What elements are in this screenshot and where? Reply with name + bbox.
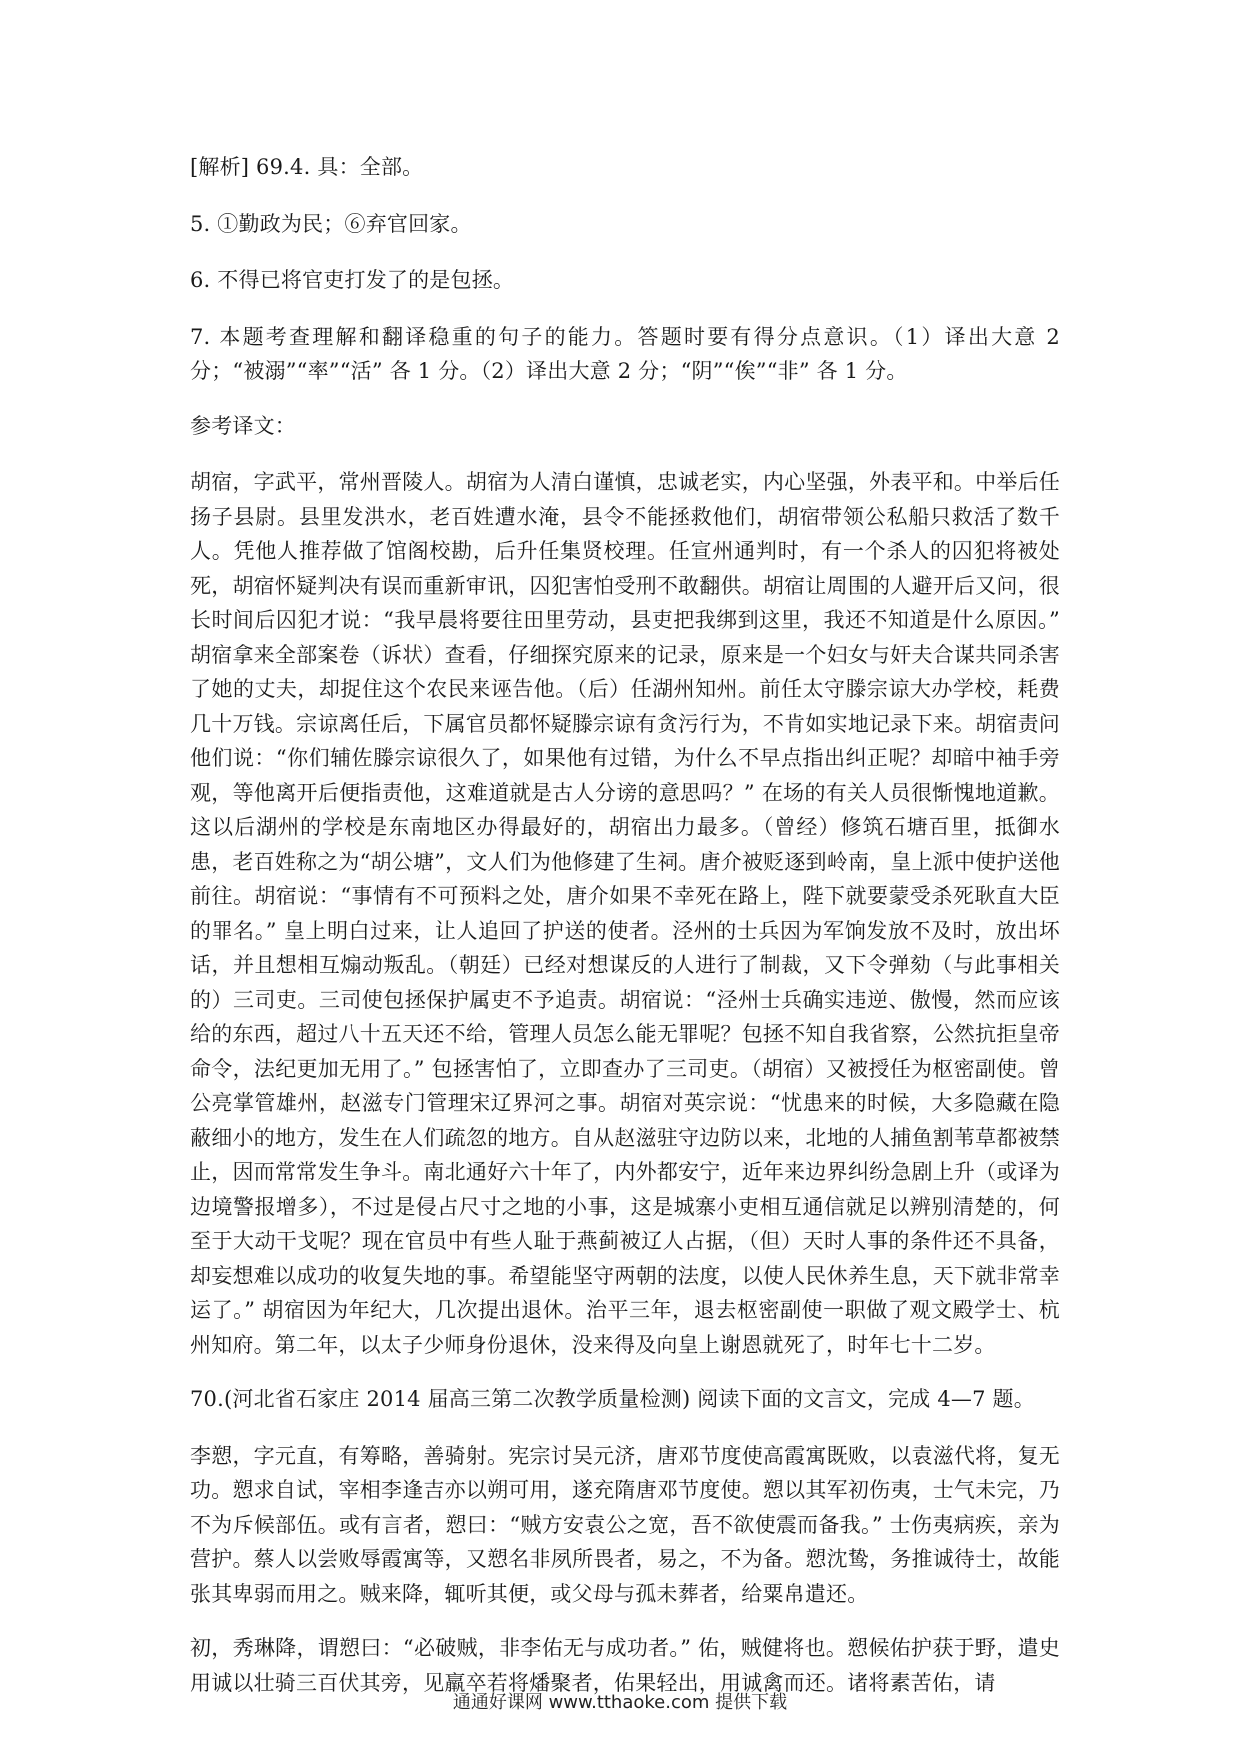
- paragraph-question-70-heading: 70.(河北省石家庄 2014 届高三第二次教学质量检测) 阅读下面的文言文，完成 4—7 题。: [190, 1387, 1035, 1411]
- document-body: [190, 150, 1060, 1720]
- paragraph-classical-text-1: 李愬，字元直，有筹略，善骑射。宪宗讨吴元济，唐邓节度使高霞寓既败，以袁滋代将，复无功。愬求自试，宰相李逢吉亦以朔可用，遂充隋唐邓节度使。愬以其军初伤夷，士气未完，乃不为斥候部伍。或有言者，愬曰：“贼方安袁公之宽，吾不欲使震而备我。” 士伤夷病疾，亲为营护。蔡人以尝败辱霞寓等，又愬名非夙所畏者，易之，不为备。愬沈鸷，务推诚待士，故能张其卑弱而用之。贼来降，辄听其便，或父母与孤未葬者，给粟帛遣还。: [190, 1443, 1060, 1606]
- page-footer: 通通好课网 www.tthaoke.com 提供下载: [452, 1692, 788, 1713]
- paragraph-classical-text-2: 初，秀琳降，谓愬曰：“必破贼，非李佑无与成功者。” 佑，贼健将也。愬候佑护获于野，遣史用诚以壮骑三百伏其旁，见羸卒若将燔聚者，佑果轻出，用诚禽而还。诸将素苦佑，请: [190, 1636, 1060, 1695]
- paragraph-answer-6: 6. 不得已将官吏打发了的是包拯。: [190, 268, 515, 292]
- paragraph-reference-translation-heading: 参考译文：: [190, 413, 296, 438]
- paragraph-answer-5: 5. ①勤政为民；⑥弃官回家。: [190, 211, 472, 236]
- paragraph-analysis-69-4: [解析] 69.4. 具：全部。: [190, 155, 424, 179]
- paragraph-answer-7: 7. 本题考查理解和翻译稳重的句子的能力。答题时要有得分点意识。（1）译出大意 2 分；“被溺”“率”“活” 各 1 分。（2）译出大意 2 分；“阴”“俟”“非” 各 1 分。: [190, 324, 1060, 383]
- paragraph-translation-body: 胡宿，字武平，常州晋陵人。胡宿为人清白谨慎，忠诚老实，内心坚强，外表平和。中举后任扬子县尉。县里发洪水，老百姓遭水淹，县令不能拯救他们，胡宿带领公私船只救活了数千人。凭他人推荐做了馆阁校勘，后升任集贤校理。任宣州通判时，有一个杀人的囚犯将被处死，胡宿怀疑判决有误而重新审讯，囚犯害怕受刑不敢翻供。胡宿让周围的人避开后又问，很长时间后囚犯才说：“我早晨将要往田里劳动，县吏把我绑到这里，我还不知道是什么原因。” 胡宿拿来全部案卷（诉状）查看，仔细探究原来的记录，原来是一个妇女与奸夫合谋共同杀害了她的丈夫，却捉住这个农民来诬告他。（后）任湖州知州。前任太守滕宗谅大办学校，耗费几十万钱。宗谅离任后，下属官员都怀疑滕宗谅有贪污行为，不肯如实地记录下来。胡宿责问他们说：“你们辅佐滕宗谅很久了，如果他有过错，为什么不早点指出纠正呢？却暗中袖手旁观，等他离开后便指责他，这难道就是古人分谤的意思吗？” 在场的有关人员很惭愧地道歉。这以后湖州的学校是东南地区办得最好的，胡宿出力最多。（曾经）修筑石塘百里，抵御水患，老百姓称之为“胡公塘”，文人们为他修建了生祠。唐介被贬逐到岭南，皇上派中使护送他前往。胡宿说：“事情有不可预料之处，唐介如果不幸死在路上，陛下就要蒙受杀死耿直大臣的罪名。” 皇上明白过来，让人追回了护送的使者。泾州的士兵因为军饷发放不及时，放出坏话，并且想相互煽动叛乱。（朝廷）已经对想谋反的人进行了制裁，又下令弹劾（与此事相关的）三司吏。三司使包拯保护属吏不予追责。胡宿说：“泾州士兵确实违逆、傲慢，然而应该给的东西，超过八十五天还不给，管理人员怎么能无罪呢？包拯不知自我省察，公然抗拒皇帝命令，法纪更加无用了。” 包拯害怕了，立即查办了三司吏。（胡宿）又被授任为枢密副使。曾公亮掌管雄州，赵滋专门管理宋辽界河之事。胡宿对英宗说：“忧患来的时候，大多隐藏在隐蔽细小的地方，发生在人们疏忽的地方。自从赵滋驻守边防以来，北地的人捕鱼割苇草都被禁止，因而常常发生争斗。南北通好六十年了，内外都安宁，近年来边界纠纷急剧上升（或译为边境警报增多），不过是侵占尺寸之地的小事，这是城寨小吏相互通信就足以辨别清楚的，何至于大动干戈呢？现在官员中有些人耻于燕蓟被辽人占据，（但）天时人事的条件还不具备，却妄想难以成功的收复失地的事。希望能坚守两朝的法度，以使人民休养生息，天下就非常幸运了。” 胡宿因为年纪大，几次提出退休。治平三年，退去枢密副使一职做了观文殿学士、杭州知府。第二年，以太子少师身份退休，没来得及向皇上谢恩就死了，时年七十二岁。: [190, 470, 1060, 1357]
